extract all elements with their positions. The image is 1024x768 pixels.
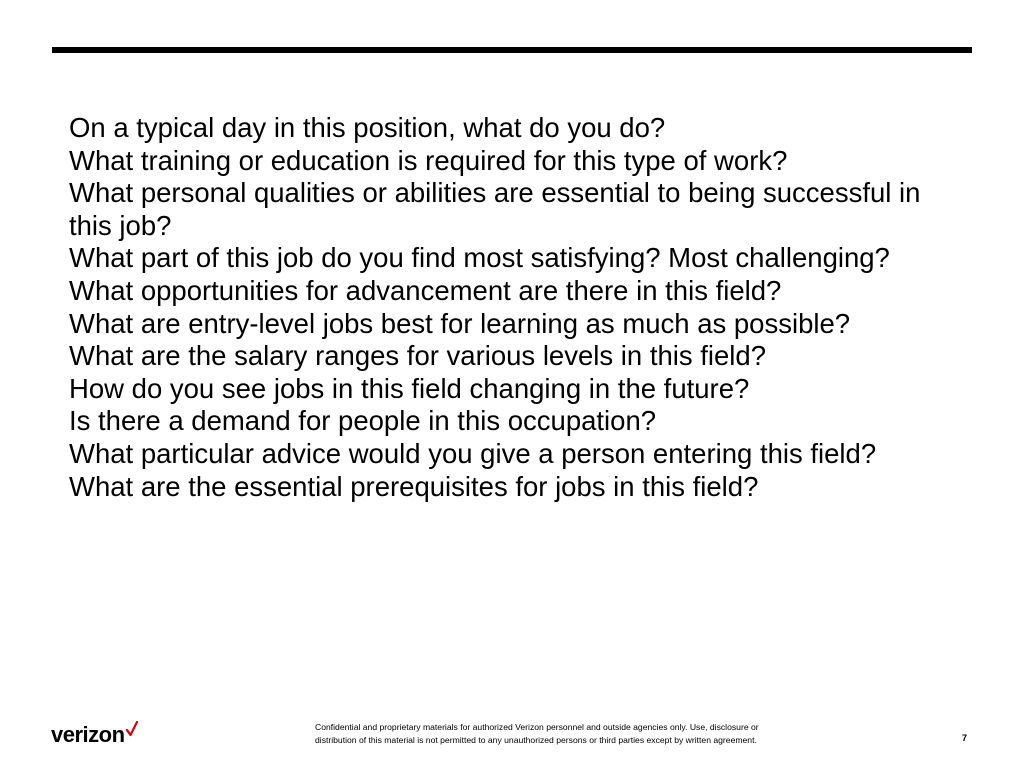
confidentiality-disclaimer	[315, 721, 775, 747]
question-item: On a typical day in this position, what do you do?	[69, 112, 666, 143]
verizon-logo	[51, 718, 138, 752]
question-item: What training or education is required for this type of work?	[69, 144, 788, 176]
check-icon	[126, 721, 138, 737]
disclaimer-line: distribution of this material is not permitted to any unauthorized persons or third parties except by written agreement.	[315, 735, 757, 745]
question-item: What opportunities for advancement are there in this field?	[69, 274, 782, 306]
page-number: 7	[962, 733, 968, 743]
top-divider	[52, 47, 972, 53]
question-list	[69, 112, 949, 503]
question-item: How do you see jobs in this field changing in the future?	[69, 372, 750, 404]
logo-wordmark: verizon	[51, 722, 125, 747]
question-item: What particular advice would you give a person entering this field?	[69, 437, 877, 469]
question-item: What personal qualities or abilities are essential to being successful in this job?	[69, 177, 921, 241]
question-item: What are entry-level jobs best for learning as much as possible?	[69, 307, 851, 339]
question-item: What are the essential prerequisites for jobs in this field?	[69, 470, 759, 502]
disclaimer-line: Confidential and proprietary materials for authorized Verizon personnel and outside agencies only. Use, disclosure or	[315, 722, 759, 732]
question-item: Is there a demand for people in this occupation?	[69, 405, 657, 437]
question-item: What are the salary ranges for various levels in this field?	[69, 340, 766, 372]
question-item: What part of this job do you find most satisfying? Most challenging?	[69, 242, 890, 274]
